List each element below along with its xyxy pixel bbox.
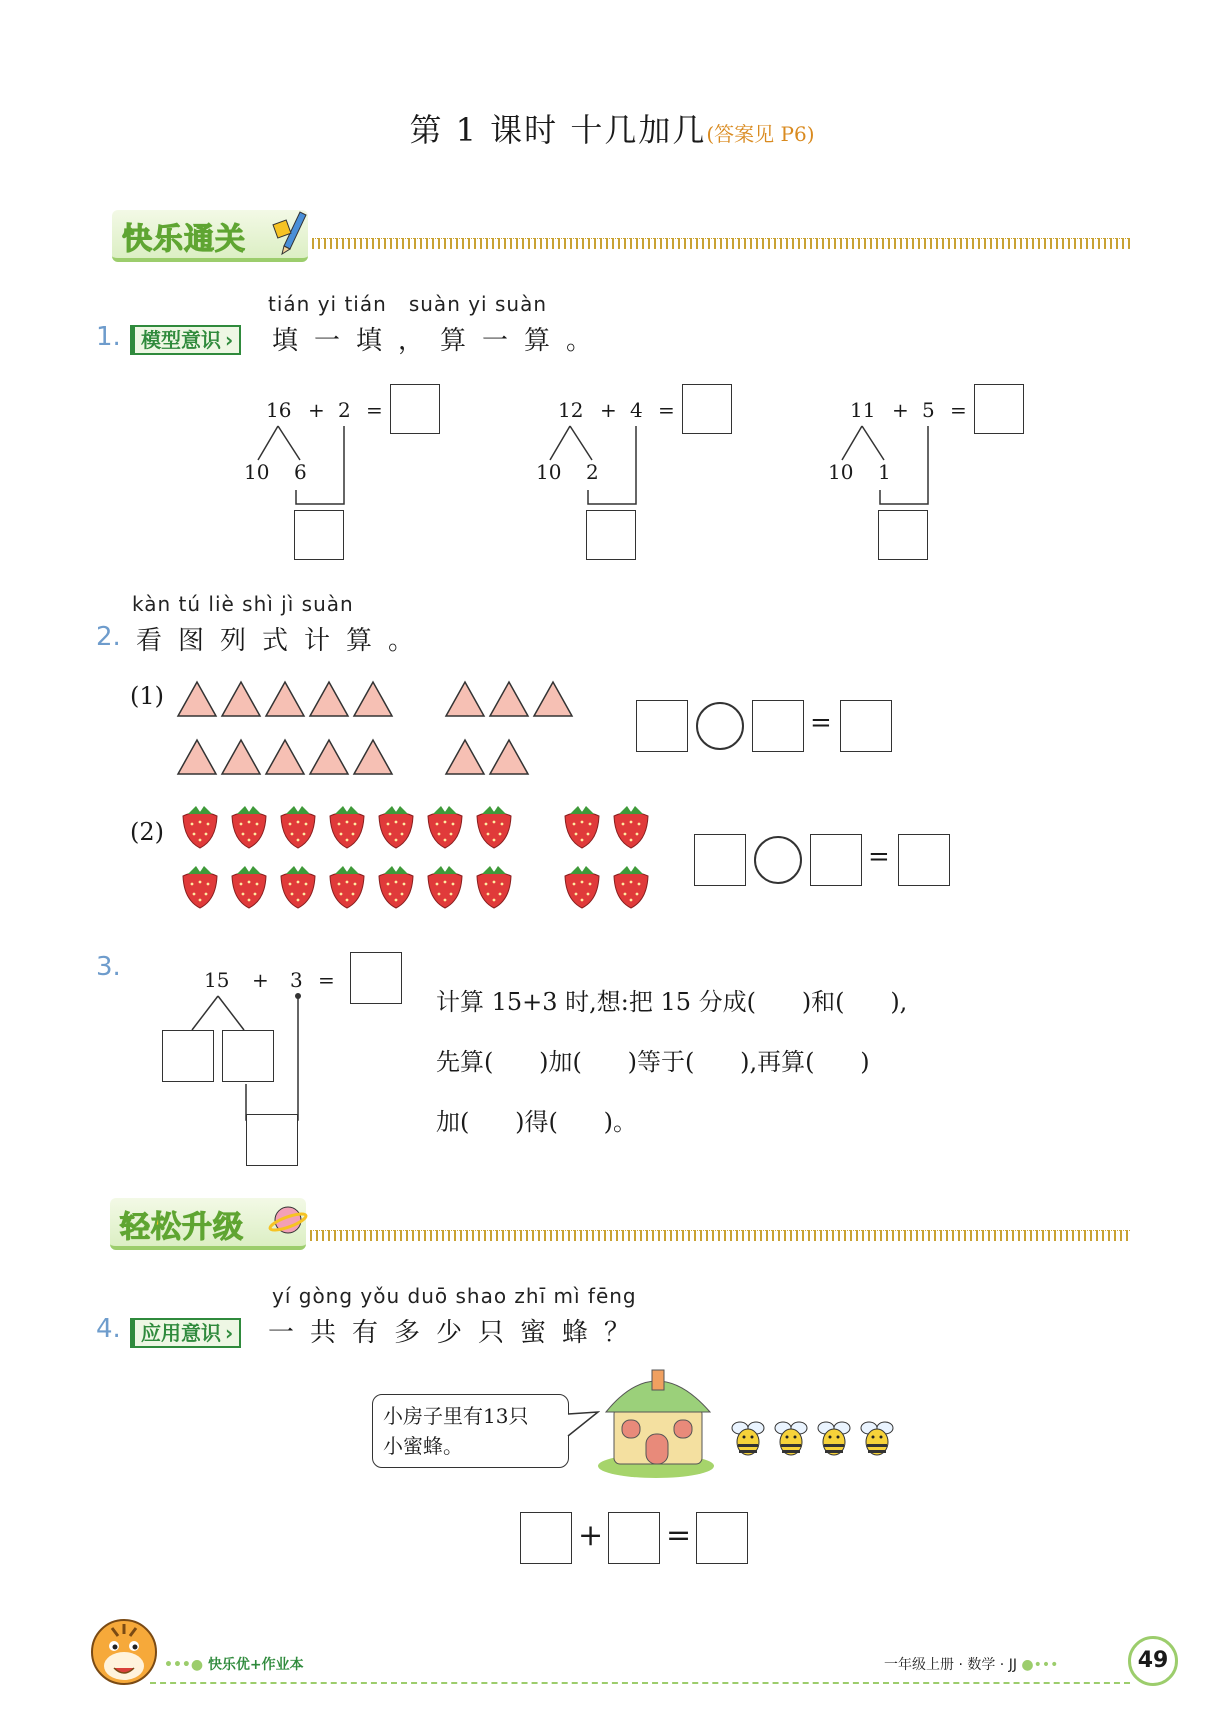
strawberry-icon — [565, 866, 599, 908]
q2-part1-box-1[interactable] — [636, 700, 688, 752]
q2-part2-label: (2) — [130, 818, 164, 846]
q1-problem-3 — [814, 380, 1034, 580]
q2-part1-equals: = — [810, 708, 832, 738]
strawberry-icon — [428, 806, 462, 848]
triangle — [490, 740, 528, 774]
strawberry-group — [178, 800, 678, 920]
tiger-mascot-icon — [84, 1610, 164, 1690]
q1-problem-2 — [522, 380, 742, 580]
q3-line-1: 计算 15+3 时,想:把 15 分成( )和( ), — [436, 988, 908, 1016]
q4-equals: = — [666, 1518, 692, 1553]
addend-a: 15 — [204, 968, 230, 992]
bee-icon — [861, 1422, 893, 1455]
split-box-1[interactable] — [162, 1030, 214, 1082]
strawberry-icon — [428, 866, 462, 908]
plus-sign: + — [308, 398, 325, 422]
triangle — [266, 740, 304, 774]
q4-pinyin: yí gòng yǒu duō shao zhī mì fēng — [272, 1284, 637, 1308]
page-title — [0, 105, 1224, 151]
q2-number: 2. — [96, 622, 121, 652]
q3-diagram — [150, 948, 420, 1178]
split-part-1: 10 — [244, 460, 270, 484]
triangle — [178, 682, 216, 716]
strawberry-icon — [330, 866, 364, 908]
bubble-tail — [566, 1410, 600, 1440]
split-part-1: 10 — [828, 460, 854, 484]
strawberry-icon — [379, 806, 413, 848]
bubble-line-2: 小蜜蜂。 — [383, 1434, 463, 1458]
page-number: 49 — [1128, 1636, 1178, 1686]
split-part-2: 2 — [586, 460, 599, 484]
q2-part1-label: (1) — [130, 682, 164, 710]
q2-pinyin: kàn tú liè shì jì suàn — [132, 592, 354, 616]
q2-part2-box-2[interactable] — [810, 834, 862, 886]
split-part-2: 6 — [294, 460, 307, 484]
title-main: 第 1 课时 十几加几 — [409, 111, 707, 149]
bee-icon — [818, 1422, 850, 1455]
q4-number: 4. — [96, 1314, 121, 1344]
triangle — [310, 682, 348, 716]
q2-part2-box-1[interactable] — [694, 834, 746, 886]
q1-problem-1 — [230, 380, 450, 580]
q2-part1-box-2[interactable] — [752, 700, 804, 752]
q1-number: 1. — [96, 322, 121, 352]
footer-grade: 一年级上册 · 数学 · JJ ●••• — [884, 1657, 1059, 1673]
addend-b: 4 — [630, 398, 643, 422]
section-divider — [310, 1230, 1130, 1241]
plus-sign: + — [600, 398, 617, 422]
triangle — [310, 740, 348, 774]
triangle — [178, 740, 216, 774]
subtotal-box[interactable] — [294, 510, 344, 560]
footer-brand-text: 快乐优+作业本 — [207, 1657, 304, 1673]
equals-sign: = — [950, 398, 967, 422]
strawberry-icon — [232, 866, 266, 908]
addend-a: 11 — [850, 398, 876, 422]
section-divider — [312, 238, 1130, 249]
q2-text: 看图列式计算。 — [136, 626, 431, 656]
pencil-icon — [272, 206, 308, 256]
triangle — [534, 682, 572, 716]
strawberry-icon — [379, 866, 413, 908]
q4-result-box[interactable] — [696, 1512, 748, 1564]
addend-b: 3 — [290, 968, 303, 992]
strawberry-icon — [281, 806, 315, 848]
strawberry-icon — [330, 806, 364, 848]
bee-icon — [732, 1422, 764, 1455]
triangle — [222, 682, 260, 716]
triangle — [490, 682, 528, 716]
q4-plus: + — [578, 1518, 604, 1553]
equals-sign: = — [318, 968, 335, 992]
q4-box-1[interactable] — [520, 1512, 572, 1564]
section-label: 快乐通关 — [122, 222, 246, 257]
q4-tag: 应用意识 › — [130, 1318, 241, 1348]
subtotal-box[interactable] — [878, 510, 928, 560]
triangle — [354, 740, 392, 774]
plus-sign: + — [892, 398, 909, 422]
planet-icon — [268, 1198, 308, 1242]
addend-a: 12 — [558, 398, 584, 422]
strawberry-icon — [614, 866, 648, 908]
q4-box-2[interactable] — [608, 1512, 660, 1564]
split-box-2[interactable] — [222, 1030, 274, 1082]
triangle — [266, 682, 304, 716]
q2-part2-equals: = — [868, 842, 890, 872]
footer-brand: •••● 快乐优+作业本 — [164, 1657, 304, 1673]
strawberry-icon — [183, 866, 217, 908]
strawberry-icon — [477, 806, 511, 848]
strawberry-icon — [281, 866, 315, 908]
section-banner-qingsong — [110, 1198, 306, 1250]
q2-part1-result-box[interactable] — [840, 700, 892, 752]
triangle-group — [170, 676, 590, 776]
strawberry-icon — [183, 806, 217, 848]
section-banner-kuaile — [112, 210, 308, 262]
addend-b: 2 — [338, 398, 351, 422]
section-label: 轻松升级 — [120, 1210, 244, 1245]
q3-line-3: 加( )得( )。 — [436, 1108, 637, 1136]
strawberry-icon — [477, 866, 511, 908]
plus-sign: + — [252, 968, 269, 992]
triangle — [222, 740, 260, 774]
triangle — [446, 682, 484, 716]
q1-text: 填一填，算一算。 — [272, 326, 609, 356]
answer-reference: (答案见 P6) — [706, 122, 815, 146]
q3-number: 3. — [96, 952, 121, 982]
answer-box[interactable] — [350, 952, 402, 1004]
subtotal-box[interactable] — [246, 1114, 298, 1166]
q1-pinyin: tián yi tián suàn yi suàn — [268, 292, 548, 316]
equals-sign: = — [366, 398, 383, 422]
equals-sign: = — [658, 398, 675, 422]
strawberry-icon — [565, 806, 599, 848]
answer-box[interactable] — [682, 384, 732, 434]
split-part-2: 1 — [878, 460, 891, 484]
footer-grade-text: 一年级上册 · 数学 · JJ — [884, 1657, 1017, 1673]
bubble-line-1: 小房子里有13只 — [383, 1404, 529, 1428]
footer-divider — [150, 1682, 1130, 1684]
q3-line-2: 先算( )加( )等于( ),再算( ) — [436, 1048, 870, 1076]
answer-box[interactable] — [974, 384, 1024, 434]
q2-part2-result-box[interactable] — [898, 834, 950, 886]
q1-tag: 模型意识 › — [130, 325, 241, 355]
bee-icon — [775, 1422, 807, 1455]
strawberry-icon — [614, 806, 648, 848]
triangle — [446, 740, 484, 774]
addend-b: 5 — [922, 398, 935, 422]
bee-group — [730, 1414, 910, 1464]
split-part-1: 10 — [536, 460, 562, 484]
subtotal-box[interactable] — [586, 510, 636, 560]
speech-bubble — [372, 1394, 569, 1468]
q2-part2-operator-circle[interactable] — [754, 836, 802, 884]
answer-box[interactable] — [390, 384, 440, 434]
q2-part1-operator-circle[interactable] — [696, 702, 744, 750]
house-icon — [596, 1360, 726, 1480]
triangle — [354, 682, 392, 716]
q4-text: 一共有多少只蜜蜂？ — [268, 1318, 647, 1348]
addend-a: 16 — [266, 398, 292, 422]
strawberry-icon — [232, 806, 266, 848]
